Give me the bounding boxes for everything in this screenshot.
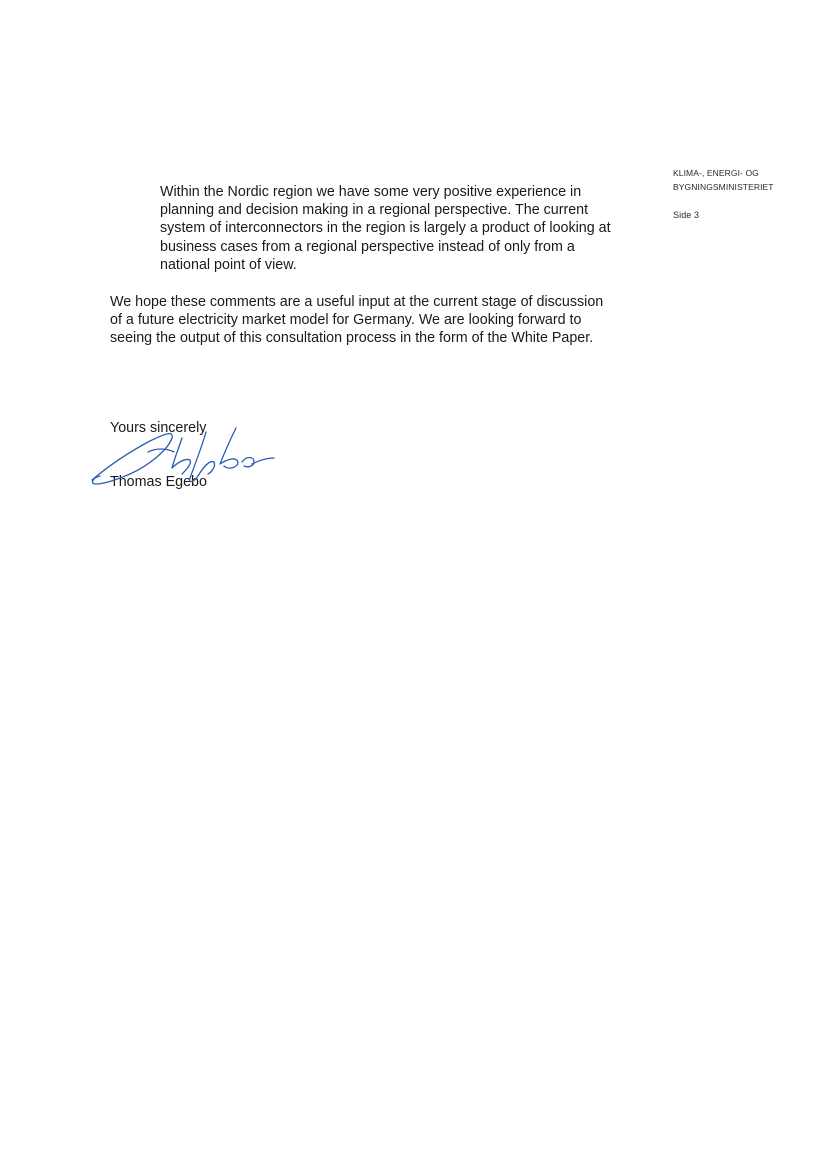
paragraph-line: national point of view. <box>160 256 297 273</box>
paragraph-line: Within the Nordic region we have some very positive experience in <box>160 184 582 200</box>
indented-paragraph <box>160 183 640 274</box>
paragraph-line: We hope these comments are a useful input at the current stage of discussion <box>110 294 604 310</box>
paragraph-line: seeing the output of this consultation process in the form of the White Paper. <box>110 330 594 347</box>
paragraph-line: system of interconnectors in the region is largely a product of looking at <box>160 220 611 237</box>
paragraph-line: planning and decision making in a regional perspective. The current <box>160 202 589 219</box>
ministry-name-line-2: BYGNINGSMINISTERIET <box>673 182 774 192</box>
letterhead-sidebar <box>673 166 813 222</box>
closing-paragraph <box>110 293 640 348</box>
ministry-name-line-1: KLIMA-, ENERGI- OG <box>673 168 759 178</box>
salutation: Yours sincerely <box>110 420 207 436</box>
page-number: Side 3 <box>673 210 700 220</box>
paragraph-line: of a future electricity market model for Germany. We are looking forward to <box>110 312 582 329</box>
signer-name: Thomas Egebo <box>110 474 207 490</box>
paragraph-line: business cases from a regional perspective instead of only from a <box>160 238 575 255</box>
